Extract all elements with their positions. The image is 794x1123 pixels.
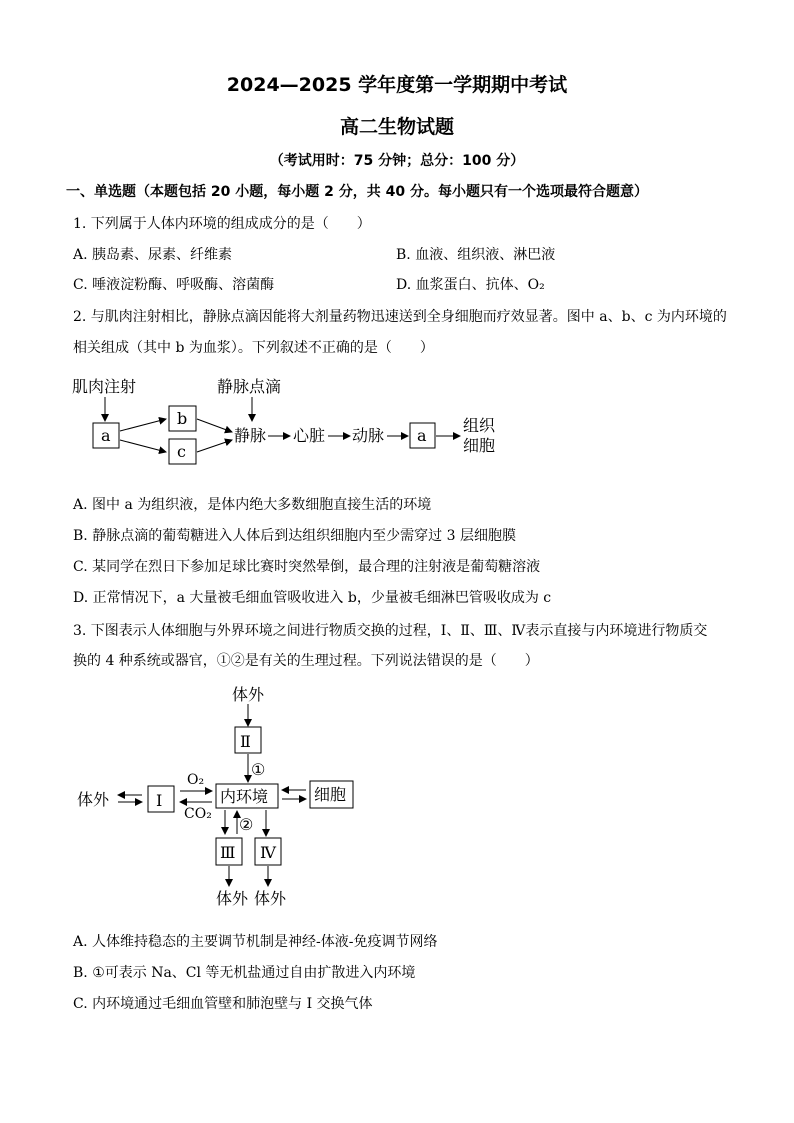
box-internal-env: 内环境 [220,787,269,806]
box-c: c [177,442,186,461]
label-heart: 心脏 [293,426,326,445]
box-IV: Ⅳ [260,843,276,862]
label-tissue-1: 组织 [463,416,496,435]
q2-stem-line1: 2. 与肌肉注射相比，静脉点滴因能将大剂量药物迅速送到全身细胞而疗效显著。图中 a、b、c 为内环境的 [73,309,727,325]
label-tissue-2: 细胞 [463,436,496,455]
box-II: Ⅱ [240,732,251,751]
box-cell: 细胞 [314,785,347,804]
label-process-1: ① [251,760,266,779]
box-a-right: a [417,426,427,445]
q2-stem-line2: 相关组成（其中 b 为血浆）。下列叙述不正确的是（ ） [73,340,434,356]
subject-title: 高二生物试题 [339,116,454,138]
q3-option-c: C. 内环境通过毛细血管壁和肺泡壁与 I 交换气体 [73,996,373,1012]
q3-stem-line2: 换的 4 种系统或器官，①②是有关的生理过程。下列说法错误的是（ ） [73,653,539,669]
q1-option-c: C. 唾液淀粉酶、呼吸酶、溶菌酶 [73,277,275,293]
q2-option-a: A. 图中 a 为组织液，是体内绝大多数细胞直接生活的环境 [73,497,432,513]
label-vein: 静脉 [234,426,267,445]
label-outside-top: 体外 [232,685,265,704]
section-heading: 一、单选题（本题包括 20 小题，每小题 2 分，共 40 分。每小题只有一个选项最符合题意） [66,184,648,200]
q1-option-b: B. 血液、组织液、淋巴液 [396,247,556,263]
label-outside-bottom-1: 体外 [216,889,249,908]
box-I: Ⅰ [156,791,163,810]
q1-option-a: A. 胰岛素、尿素、纤维素 [73,247,233,263]
label-o2: O₂ [187,772,205,788]
label-artery: 动脉 [352,426,385,445]
box-b: b [177,409,188,428]
q2-option-b: B. 静脉点滴的葡萄糖进入人体后到达组织细胞内至少需穿过 3 层细胞膜 [73,528,516,544]
label-muscle-injection: 肌肉注射 [72,377,137,396]
label-process-2: ② [239,815,254,834]
q3-option-a: A. 人体维持稳态的主要调节机制是神经-体液-免疫调节网络 [73,934,438,950]
box-III: Ⅲ [220,843,236,862]
label-outside-left: 体外 [77,790,110,809]
label-outside-bottom-2: 体外 [254,889,287,908]
q1-option-d: D. 血浆蛋白、抗体、O₂ [396,277,545,293]
q3-option-b: B. ①可表示 Na、Cl 等无机盐通过自由扩散进入内环境 [73,965,416,981]
label-co2: CO₂ [184,806,212,822]
q1-stem: 1. 下列属于人体内环境的组成成分的是（ ） [73,216,371,232]
q3-stem-line1: 3. 下图表示人体细胞与外界环境之间进行物质交换的过程，Ⅰ、Ⅱ、Ⅲ、Ⅳ表示直接与内环境进行物质交 [73,623,708,639]
box-a-left: a [101,426,111,445]
q2-option-c: C. 某同学在烈日下参加足球比赛时突然晕倒，最合理的注射液是葡萄糖溶液 [73,559,541,575]
label-iv-drip: 静脉点滴 [217,377,282,396]
exam-info: （考试用时：75 分钟；总分：100 分） [269,153,525,169]
q2-option-d: D. 正常情况下，a 大量被毛细血管吸收进入 b，少量被毛细淋巴管吸收成为 c [73,590,552,606]
exam-title: 2024—2025 学年度第一学期期中考试 [226,74,568,96]
